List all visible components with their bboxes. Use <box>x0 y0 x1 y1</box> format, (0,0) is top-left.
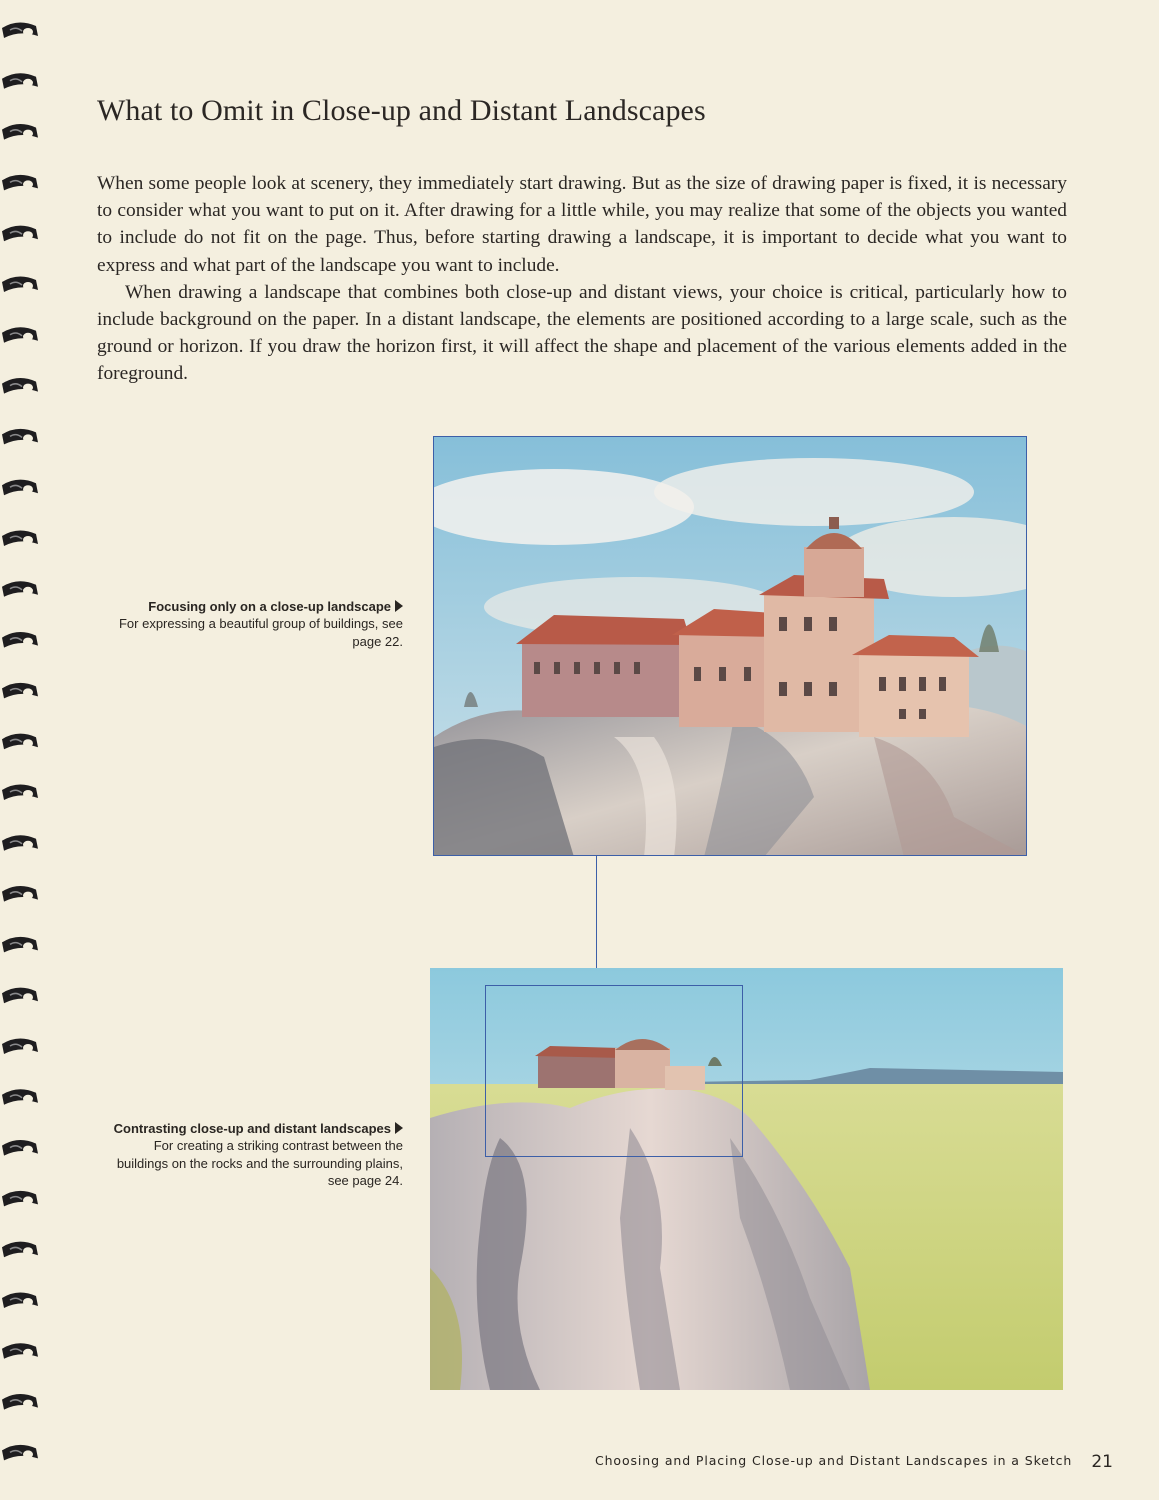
spiral-coil <box>2 429 38 445</box>
spiral-coil <box>2 175 38 191</box>
caption-contrast-title: Contrasting close-up and distant landscapes <box>113 1121 391 1136</box>
spiral-coil <box>2 683 38 699</box>
spiral-coil <box>2 1038 38 1054</box>
paragraph-2: When drawing a landscape that combines both close-up and distant views, your choice is critical, particularly how to include background on the paper. In a distant landscape, the elements are positioned according to a large scale, such as the ground or horizon. If you draw the horizon first, it will affect the shape and placement of the various elements added in the foreground. <box>97 281 1067 385</box>
spiral-coil <box>2 632 38 648</box>
spiral-coil <box>2 1343 38 1359</box>
triangle-pointer-icon <box>395 1122 403 1134</box>
spiral-coil <box>2 784 38 800</box>
spiral-coil <box>2 734 38 750</box>
spiral-coil <box>2 937 38 953</box>
spiral-binding <box>0 0 46 1500</box>
spiral-coil <box>2 327 38 343</box>
triangle-pointer-icon <box>395 600 403 612</box>
spiral-coil <box>2 835 38 851</box>
spiral-coil <box>2 1292 38 1308</box>
spiral-coil <box>2 378 38 394</box>
page-footer <box>595 1452 1113 1472</box>
spiral-coil <box>2 480 38 496</box>
closeup-painting <box>433 436 1027 856</box>
spiral-coil <box>2 22 38 38</box>
page-number: 21 <box>1091 1452 1113 1472</box>
caption-contrast-text: For creating a striking contrast between the buildings on the rocks and the surrounding plains, see page 24. <box>116 1138 403 1188</box>
spiral-coil <box>2 1445 38 1461</box>
spiral-coil <box>2 1242 38 1258</box>
spiral-coil <box>2 226 38 242</box>
page-title: What to Omit in Close-up and Distant Landscapes <box>97 94 706 127</box>
crop-indicator <box>485 985 743 1157</box>
spiral-coil <box>2 1140 38 1156</box>
spiral-coil <box>2 1191 38 1207</box>
spiral-coil <box>2 276 38 292</box>
caption-contrast <box>103 1120 403 1189</box>
running-title: Choosing and Placing Close-up and Distant Landscapes in a Sketch <box>594 1453 1073 1468</box>
paragraph-1: When some people look at scenery, they immediately start drawing. But as the size of drawing paper is fixed, it is necessary to consider what you want to put on it. After drawing for a little while, you may realize that some of the objects you wanted to include do not fit on the page. Thus, before starting drawing a landscape, it is important to decide what you want to express and what part of the landscape you want to include. <box>97 173 1067 276</box>
body-text <box>97 170 1067 388</box>
connector-line <box>596 856 597 985</box>
caption-closeup <box>103 598 403 650</box>
caption-closeup-title: Focusing only on a close-up landscape <box>148 599 391 614</box>
spiral-coil <box>2 886 38 902</box>
spiral-coil <box>2 124 38 140</box>
spiral-coil <box>2 988 38 1004</box>
spiral-coil <box>2 530 38 546</box>
spiral-coil <box>2 1394 38 1410</box>
spiral-coil <box>2 581 38 597</box>
spiral-coil <box>2 1089 38 1105</box>
watercolor-monastery-closeup <box>434 437 1027 856</box>
caption-closeup-text: For expressing a beautiful group of buildings, see page 22. <box>118 616 403 649</box>
spiral-coil <box>2 73 38 89</box>
